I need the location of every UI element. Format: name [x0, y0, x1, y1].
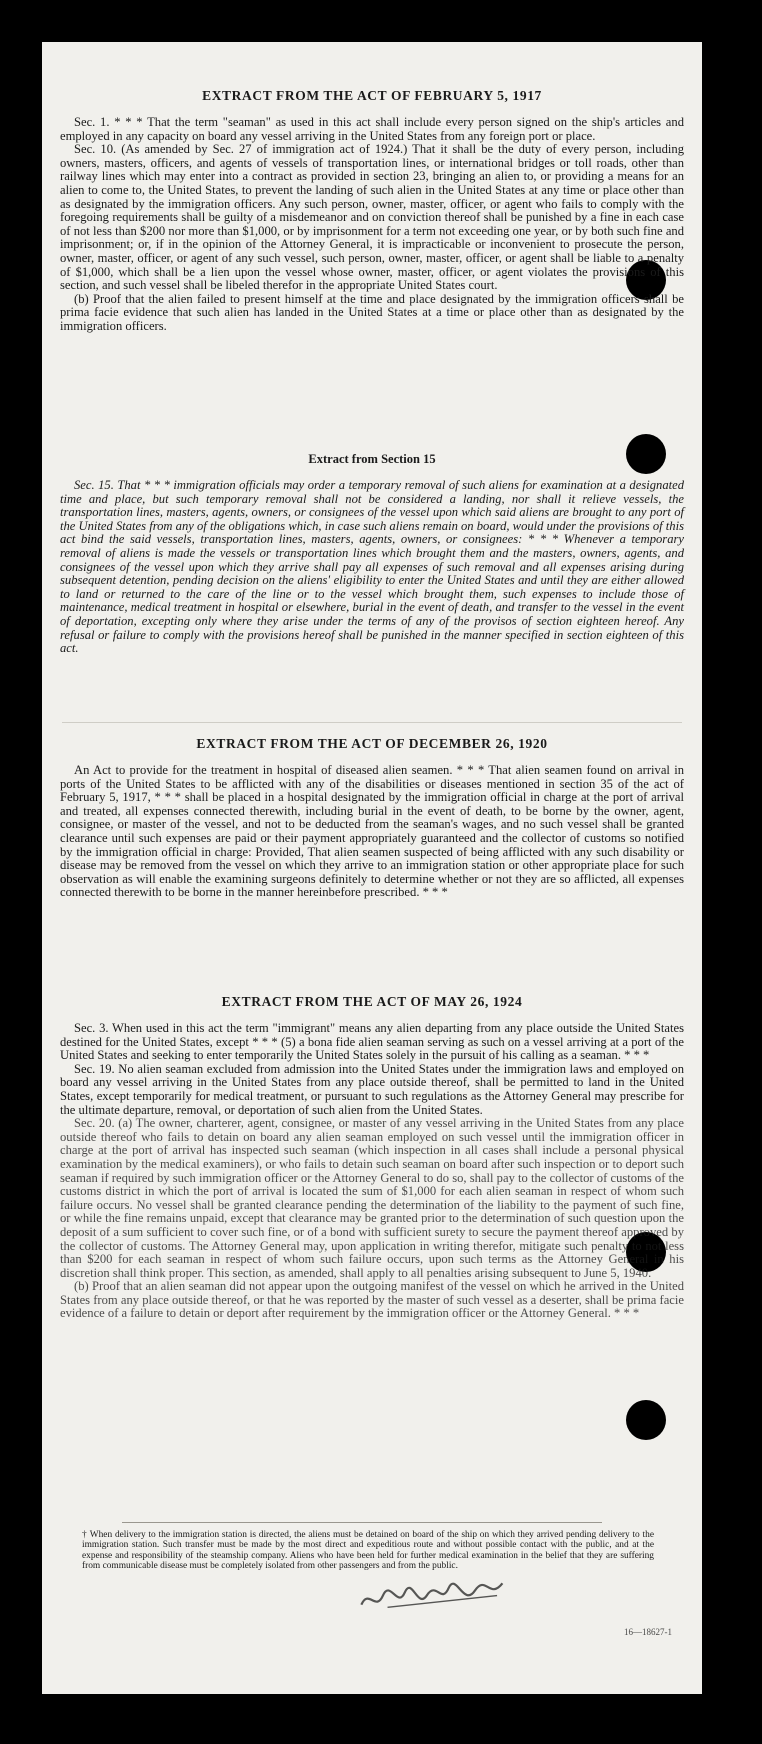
- act-1924-sec20: Sec. 20. (a) The owner, charterer, agent, consignee, or master of any vessel arriving in the United States from any place outside thereof who fails to detain on board any alien seaman employed on such vessel until the immigration officer in charge at the port of arrival has inspected such seaman (which inspection in all cases shall include a personal physical examination by the medical examiners), or who fails to detain such seaman on board after such inspection or to deport such seaman if required by such immigration officer or the Attorney General to do so, shall pay to the collector of customs of the customs district in which the port of arrival is located the sum of $1,000 for each alien seaman in respect of whom such failure occurs. No vessel shall be granted clearance pending the determination of the liability to the payment of such fine, or while the fine remains unpaid, except that clearance may be granted prior to the determination of such question upon the deposit of a sum sufficient to cover such fine, or of a bond with sufficient surety to secure the payment thereof approved by the collector of customs. The Attorney General may, upon application in writing therefor, mitigate such penalty to not less than $200 for each seaman in respect of whom such failure occurs, upon such terms as the Attorney General in his discretion shall think proper. This section, as amended, shall apply to all penalties arising subsequent to June 5, 1940.: [60, 1116, 684, 1280]
- section-15-body: [60, 479, 684, 656]
- handwritten-signature: [356, 1575, 508, 1617]
- act-1917-body: [60, 116, 684, 334]
- section-15-heading: Extract from Section 15: [308, 452, 436, 466]
- act-1924-heading: EXTRACT FROM THE ACT OF MAY 26, 1924: [221, 994, 523, 1009]
- section-act-1917: [60, 88, 684, 334]
- section-15-text: Sec. 15. That * * * immigration officials may order a temporary removal of such aliens for examination at a designated time and place, but such temporary removal shall not be considered a landing, nor shall it relieve vessels, the transportation lines, masters, agents, owners, or consignees of the vessel upon which said aliens are brought to any port of the United States from any of the obligations which, in case such aliens remain on board, would under the provisions of this act bind the said vessels, transportation lines, masters, agents, owners, or consignees: * * * Whenever a temporary removal of aliens is made the vessels or transportation lines which brought them and the masters, owners, agents, and consignees of the vessel upon which they arrive shall pay all expenses of such removal and all expenses arising during subsequent detention, pending decision on the aliens' eligibility to enter the United States and until they are either allowed to land or returned to the care of the line or to the vessel which brought them, such expenses to include those of maintenance, medical treatment in hospital or elsewhere, burial in the event of death, and transfer to the vessel in the event of deportation, excepting only where they arise under the terms of any of the provisos of section eighteen hereof. Any refusal or failure to comply with the provisions hereof shall be punished in the manner specified in section eighteen of this act.: [60, 478, 684, 656]
- punch-hole: [626, 1400, 666, 1440]
- footnote-divider: [122, 1522, 602, 1523]
- act-1920-heading: EXTRACT FROM THE ACT OF DECEMBER 26, 1920: [196, 736, 548, 751]
- act-1924-sec20b: (b) Proof that an alien seaman did not appear upon the outgoing manifest of the vessel on which he arrived in the United States from any place outside thereof, or that he was reported by the master of such vessel as a deserter, shall be prima facie evidence of a failure to detain or deport after requirement by the immigration officer or the Attorney General. * * *: [60, 1279, 684, 1321]
- act-1917-sec10: Sec. 10. (As amended by Sec. 27 of immigration act of 1924.) That it shall be the duty of every person, including owners, masters, officers, and agents of vessels of transportation lines, or international bridges or toll roads, other than railway lines which may enter into a contract as provided in section 23, bringing an alien to, or providing a means for an alien to come to, the United States, to prevent the landing of such alien in the United States at any time or place other than as designated by the immigration officers. Any such person, owner, master, officer, or agent who fails to comply with the foregoing requirements shall be guilty of a misdemeanor and on conviction thereof shall be punished by a fine in each case of not less than $200 nor more than $1,000, or by imprisonment for a term not exceeding one year, or by both such fine and imprisonment; or, if in the opinion of the Attorney General, it is impracticable or inconvenient to prosecute the person, owner, master, officer, or agent of any such vessel, such person, owner, master, officer, or agent shall be liable to a penalty of $1,000, which shall be a lien upon the vessel whose owner, master, officer, or agent violates the provisions of this section, and such vessel shall be libeled therefor in the appropriate United States court.: [60, 142, 684, 293]
- act-1920-body: [60, 764, 684, 900]
- act-1917-heading: EXTRACT FROM THE ACT OF FEBRUARY 5, 1917: [202, 88, 542, 103]
- act-1920-text: An Act to provide for the treatment in hospital of diseased alien seamen. * * * That alien seamen found on arrival in ports of the United States to be afflicted with any of the disabilities or diseases mentioned in section 35 of the act of February 5, 1917, * * * shall be placed in a hospital designated by the immigration official in charge at the port of arrival and treated, all expenses connected therewith, including burial in the event of death, to be borne by the owner, agent, consignee, or master of the vessel, and not to be deducted from the seaman's wages, and no such vessel shall be granted clearance until such expenses are paid or their payment appropriately guaranteed and the collector of customs so notified by the immigration official in charge: Provided, That alien seamen suspected of being afflicted with any such disability or disease may be removed from the vessel on which they arrive to an immigration station or other appropriate place for such observation as will enable the examining surgeons definitely to determine whether or not they are so afflicted, all expenses connected therewith to be borne in the manner hereinbefore prescribed. * * *: [60, 763, 684, 900]
- act-1924-sec3: Sec. 3. When used in this act the term "immigrant" means any alien departing from any place outside the United States destined for the United States, except * * * (5) a bona fide alien seaman serving as such on a vessel arriving at a port of the United States and seeking to enter temporarily the United States solely in the pursuit of his calling as a seaman. * * *: [60, 1021, 684, 1063]
- section-act-1920: [60, 736, 684, 900]
- document-sheet: [42, 42, 702, 1694]
- act-1924-body: [60, 1022, 684, 1321]
- form-number: 16—18627-1: [624, 1627, 672, 1637]
- section-act-1924: [60, 994, 684, 1321]
- footnote: † When delivery to the immigration station is directed, the aliens must be detained on board of the ship on which they arrived pending delivery to the immigration station. Such transfer must be made by the most direct and expeditious route and without possible contact with the public, and at the expense and responsibility of the steamship company. Aliens who have been held for further medical examination in the belief that they are suffering from communicable disease must be completely isolated from other passengers and from the public.: [82, 1530, 654, 1572]
- divider: [62, 722, 682, 723]
- act-1924-sec19: Sec. 19. No alien seaman excluded from admission into the United States under the immigration laws and employed on board any vessel arriving in the United States from any place outside thereof, shall be permitted to land in the United States, except temporarily for medical treatment, or pursuant to such regulations as the Attorney General may prescribe for the ultimate departure, removal, or deportation of such alien from the United States.: [60, 1061, 684, 1117]
- act-1917-sec1: Sec. 1. * * * That the term "seaman" as used in this act shall include every person signed on the ship's articles and employed in any capacity on board any vessel arriving in the United States from any foreign port or place.: [60, 115, 684, 143]
- act-1917-sec10b: (b) Proof that the alien failed to present himself at the time and place designated by the immigration officers shall be prima facie evidence that such alien has landed in the United States at a time or place other than as designated by the immigration officers.: [60, 291, 684, 333]
- section-15: [60, 452, 684, 656]
